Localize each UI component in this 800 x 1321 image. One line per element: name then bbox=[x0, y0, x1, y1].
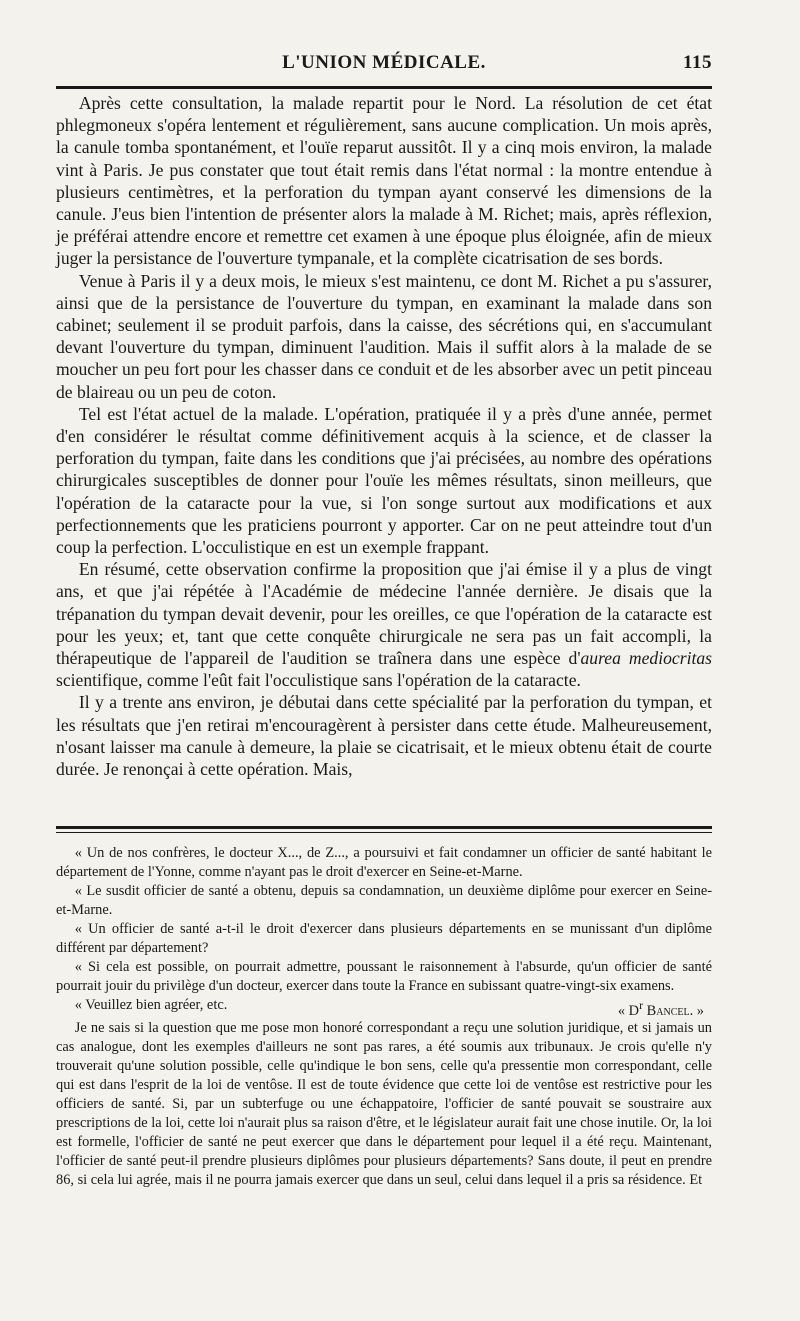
paragraph-text: scientifique, comme l'eût fait l'occulistique sans l'opération de la cataracte. bbox=[56, 670, 581, 691]
journal-title: L'UNION MÉDICALE. bbox=[282, 52, 486, 73]
signature-name: Bancel. » bbox=[643, 1002, 704, 1019]
section-rule bbox=[56, 826, 712, 829]
main-text bbox=[56, 92, 712, 780]
letter-signature bbox=[618, 996, 704, 1021]
editor-commentary: Je ne sais si la question que me pose mon honoré correspondant a reçu une solution juridique, et si jamais un cas analogue, dont les exemples d'ailleurs ne sont pas rares, a été soumis aux tribunaux. Je crois qu'elle n'y trouverait qu'une solution possible, celle qu'indique le bon sens, celle qu'a pressentie mon correspondant, celle qui est dans l'esprit de la loi de ventôse. Il est de toute évidence que cette loi de ventôse est restrictive pour les officiers de santé. Si, par un subterfuge ou une échappatoire, l'officier de santé pouvait se soustraire aux prescriptions de la loi, cette loi n'aurait plus sa raison d'être, et le législateur aurait fait une chose inutile. Or, la loi est formelle, l'officier de santé ne peut exercer que dans le département pour lequel il a été reçu. Maintenant, l'officier de santé peut-il prendre plusieurs diplômes pour plusieurs départements? Sans doute, il peut en prendre 86, si cela lui agrée, mais il ne pourra jamais exercer que dans un seul, celui dans lequel il a pris sa résidence. Et bbox=[56, 1020, 712, 1188]
letter-paragraph: « Si cela est possible, on pourrait admettre, poussant le raisonnement à l'absurde, qu'un officier de santé pourrait jouir du privilège d'un docteur, exercer dans toute la France en subissant quatre-vingt-six examens. bbox=[56, 959, 712, 994]
letter-paragraph: « Un de nos confrères, le docteur X..., de Z..., a poursuivi et fait condamner un officier de santé habitant le département de l'Yonne, comme n'ayant pas le droit d'exercer en Seine-et-Marne. bbox=[56, 845, 712, 880]
letter-paragraph: « Un officier de santé a-t-il le droit d'exercer dans plusieurs départements en se munissant d'un diplôme différent par département? bbox=[56, 921, 712, 956]
signature-superscript: r bbox=[639, 998, 644, 1012]
latin-phrase: aurea mediocritas bbox=[580, 648, 712, 669]
paragraph: Il y a trente ans environ, je débutai dans cette spécialité par la perforation du tympan, et les résultats que j'en retirai m'encouragèrent à persister dans cette étude. Malheureusement, n'osant laisser ma canule à demeure, la plaie se cicatrisait, et le mieux obtenu était de courte durée. Je renonçai à cette opération. Mais, bbox=[56, 692, 712, 780]
signature-prefix: « D bbox=[617, 1002, 640, 1019]
paragraph: Tel est l'état actuel de la malade. L'opération, pratiquée il y a près d'une année, permet d'en considérer le résultat comme définitivement acquis à la science, et de classer la perforation du tympan, faite dans les conditions que j'ai précisées, au nombre des opérations chirurgicales susceptibles de donner pour l'ouïe les mêmes résultats, sinon meilleurs, que l'opération de la cataracte pour la vue, si l'on songe surtout aux modifications et aux perfectionnements que les praticiens pourront y apporter. Car on ne peut atteindre tout d'un coup la perfection. L'occulistique en est un exemple frappant. bbox=[56, 403, 712, 558]
running-header bbox=[56, 52, 712, 78]
page-number: 115 bbox=[683, 52, 712, 73]
letter-paragraph: « Le susdit officier de santé a obtenu, depuis sa condamnation, un deuxième diplôme pour exercer en Seine-et-Marne. bbox=[56, 883, 712, 918]
closing-text: « Veuillez bien agréer, etc. bbox=[74, 997, 228, 1013]
header-rule bbox=[56, 86, 712, 89]
paragraph-text: En résumé, cette observation confirme la proposition que j'ai émise il y a plus de vingt ans, et que j'ai répétée à l'Académie de médecine l'année dernière. Je disais que la trépanation du tympan devait devenir, pour les oreilles, ce que l'opération de la cataracte est pour les yeux; et, tant que cette conquête chirurgicale ne sera pas un fait accompli, la thérapeutique de l'appareil de l'audition se traînera dans une espèce d' bbox=[56, 559, 712, 669]
paragraph: Après cette consultation, la malade repartit pour le Nord. La résolution de cet état phlegmoneux s'opéra lentement et régulièrement, sans aucune complication. Un mois après, la canule tomba spontanément, et l'ouïe reparut aussitôt. Il y a cinq mois environ, la malade vint à Paris. Je pus constater que tout était remis dans l'état normal : la montre entendue à plusieurs centimètres, et la perforation du tympan ayant conservé les dimensions de la canule. J'eus bien l'intention de présenter alors la malade à M. Richet; mais, après réflexion, je préférai attendre encore et remettre cet examen à une époque plus éloignée, afin de mieux juger la persistance de l'ouverture tympanale, et la complète cicatrisation de ses bords. bbox=[56, 93, 712, 269]
letter-closing bbox=[56, 996, 712, 1019]
section-rule-thin bbox=[56, 832, 712, 833]
paragraph bbox=[56, 558, 712, 691]
paragraph: Venue à Paris il y a deux mois, le mieux s'est maintenu, ce dont M. Richet a pu s'assurer, ainsi que de la persistance de l'ouverture du tympan, en examinant la malade dans son cabinet; seulement il se produit parfois, dans la caisse, des sécrétions qui, en s'accumulant devant l'ouverture du tympan, diminuent l'audition. Mais il suffit alors à la malade de se moucher un peu fort pour les chasser dans ce conduit et de les absorber avec un petit pinceau de blaireau ou un peu de coton. bbox=[56, 270, 712, 402]
letter-section bbox=[56, 844, 712, 1190]
